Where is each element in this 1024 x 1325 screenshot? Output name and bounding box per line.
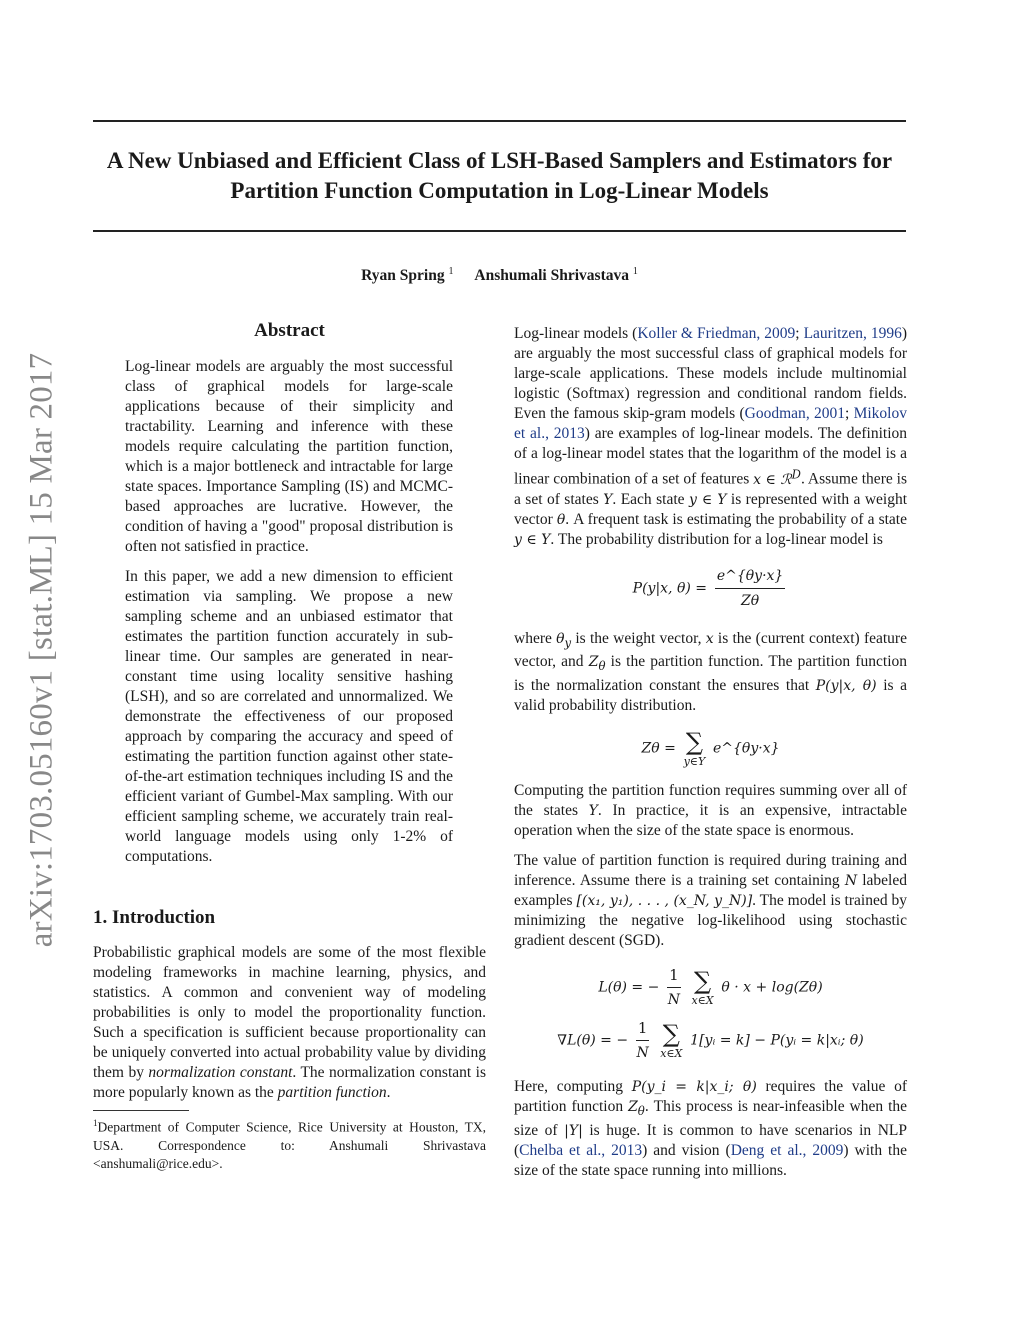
emphasis: normalization constant	[148, 1064, 293, 1081]
author-name: Anshumali Shrivastava	[474, 267, 629, 284]
body-paragraph: Here, computing P(y_i = k|x_i; θ) requires the value of partition function $Z_\theta$. This process is near-infeasible when the size of |Y| is huge. It is common to have scenarios in NLP (Chelba et al., 2013) and vision (Deng et al., 2009) with the size of the state space running into millions.	[514, 1078, 908, 1180]
citation-link[interactable]: Chelba et al., 2013	[519, 1142, 643, 1160]
author-affiliation-mark: 1	[448, 266, 454, 277]
emphasis: partition function	[277, 1084, 387, 1101]
citation-link[interactable]: Lauritzen, 1996	[803, 325, 902, 342]
abstract-paragraph: Log-linear models are arguably the most successful class of graphical models for large-scale applications because of their simplicity and tractability. Learning and inference with these models require calculating the partition function, which is a major bottleneck and intractable for large state spaces. Importance Sampling (IS) and MCMC-based approaches are lucrative. However, the condition of having a "good" proposal distribution is often not satisfied in practice.	[125, 358, 453, 555]
title-bottom-rule	[93, 230, 906, 232]
citation-link[interactable]: Koller & Friedman, 2009	[637, 325, 796, 342]
body-paragraph: Log-linear models (Koller & Friedman, 2009; Lauritzen, 1996) are arguably the most successful class of graphical models for large-scale applications. These models include multinomial logistic (Softmax) regression and conditional random fields. Even the famous skip-gram models (Goodman, 2001; Mikolov et al., 2013) are examples of log-linear models. The definition of a log-linear model states that the logarithm of the model is a linear combination of a set of features x ∈ ℛ$^D$. Assume there is a set of states Y. Each state y ∈ Y is represented with a weight vector θ. A frequent task is estimating the probability of a state y ∈ Y. The probability distribution for a log-linear model is	[514, 325, 908, 548]
equation-log-linear: P(y|x, θ) = $\frac{e\^{}\{\theta y\cdot x\}}{Z\theta}$	[632, 567, 784, 609]
intro-paragraph: Probabilistic graphical models are some of the most flexible modeling frameworks in machine learning, physics, and statistics. A common and convenient way of modeling probabilities is only to model the proportionality function. Such a specification is sufficient because proportionality can be uniquely converted into actual probability value by dividing them by normalization constant. The normalization constant is more popularly known as the partition function.	[93, 944, 486, 1101]
equation-partition-function: Zθ = ∑ y∈Y e^{θy·x}	[641, 728, 780, 769]
right-column	[514, 324, 907, 1191]
abstract-body	[125, 357, 453, 877]
author-affiliation-mark: 1	[632, 266, 638, 277]
footnote: $^1$Department of Computer Science, Rice University at Houston, TX, USA. Correspondence to: Anshumali Shrivastava <anshumali@rice.edu>.	[93, 1118, 486, 1171]
author-name: Ryan Spring	[361, 267, 445, 284]
citation-link[interactable]: Deng et al., 2009	[730, 1142, 844, 1160]
abstract-paragraph: In this paper, we add a new dimension to efficient estimation via sampling. We propose a new sampling scheme and an unbiased estimator that estimates the partition function accurately in sub-linear time. Our samples are generated in near-constant time using locality sensitive hashing (LSH), and so are correlated and unnormalized. We demonstrate the effectiveness of our proposed approach by comparing the accuracy and speed of estimating the partition function against other state-of-the-art estimation techniques including IS and the efficient variant of Gumbel-Max sampling. With our efficient sampling scheme, we accurately train real-world language models using only 1-2% of computations.	[125, 568, 453, 865]
footnote-rule	[93, 1110, 189, 1111]
author-list	[93, 266, 906, 285]
body-paragraph: Computing the partition function requires summing over all of the states Y. In practice, it is an expensive, intractable operation when the size of the state space is enormous.	[514, 782, 907, 840]
paper-title: A New Unbiased and Efficient Class of LSH-Based Samplers and Estimators for Partition Function Computation in Log-Linear Models	[106, 148, 893, 203]
equation-gradient: ∇L(θ) = − $\frac{1}{N}$ ∑ x∈X 1[yᵢ = k] − P(yᵢ = k|xᵢ; θ)	[557, 1019, 864, 1062]
body-paragraph: where $\theta_y$ is the weight vector, x is the (current context) feature vector, and $Z_\theta$ is the partition function. The partition function is the normalization constant the ensures that P(y|x, θ) is a valid probability distribution.	[514, 629, 907, 715]
citation-link[interactable]: Goodman, 2001	[744, 405, 845, 422]
equation-nll: L(θ) = − $\frac{1}{N}$ ∑ x∈X θ · x + log(Zθ)	[598, 966, 823, 1009]
arxiv-identifier: arXiv:1703.05160v1 [stat.ML] 15 Mar 2017	[23, 352, 60, 948]
abstract-heading: Abstract	[254, 320, 325, 341]
section-heading: 1. Introduction	[93, 907, 216, 928]
body-paragraph: The value of partition function is required during training and inference. Assume there is a training set containing N labeled examples [(x₁, y₁), . . . , (x_N, y_N)]. The model is trained by minimizing the negative log-likelihood using stochastic gradient descent (SGD).	[514, 852, 907, 950]
arxiv-sidebar	[12, 340, 72, 960]
title-top-rule	[93, 120, 906, 122]
citation-link[interactable]: Mikolov et al., 2013	[514, 405, 907, 442]
